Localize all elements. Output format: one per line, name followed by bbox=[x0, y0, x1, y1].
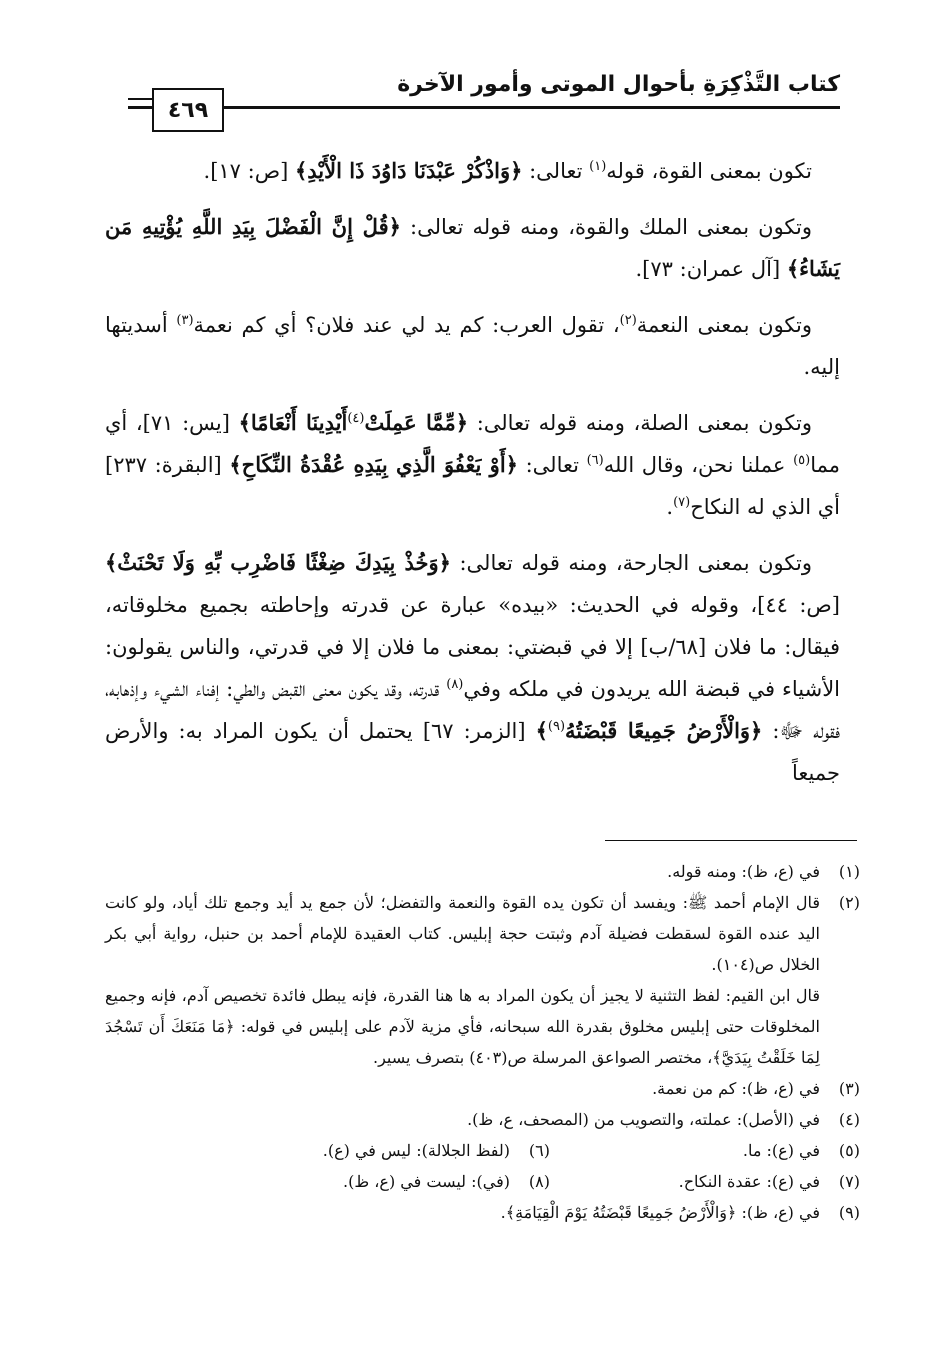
text-run: ، تقول العرب: كم يد لي عند فلان؟ أي كم نعمة bbox=[193, 313, 620, 337]
text-run: [آل عمران: ٧٣]. bbox=[635, 257, 787, 281]
footnote-text: قال ابن القيم: لفظ التثنية لا يجيز أن يكون المراد به ها هنا القدرة، فإنه يبطل فائدة تخصيص آدم، فإنه وجميع المخلوقات حتى إبليس مخلوق بقدرة الله سبحانه، فأي مزية لآدم على إبليس في قوله: ﴿مَا مَنَعَكَ أَن تَسْجُدَ لِمَا خَلَقْتُ بِيَدَيَّ﴾، مختصر الصواعق المرسلة ص(٤٠٣) بتصرف يسير. bbox=[105, 986, 820, 1067]
footnote-item bbox=[240, 1166, 550, 1197]
quran-verse: ﴿وَالْأَرْضُ جَمِيعًا قَبْضَتُهُ bbox=[565, 718, 763, 743]
quran-verse: ﴾ bbox=[535, 718, 548, 743]
footnote-number: (٨) bbox=[528, 1172, 550, 1191]
footnote-item bbox=[550, 1166, 860, 1197]
text-run: [الزمر: ٦٧] يحتمل أن يكون المراد به: والأرض جميعاً bbox=[105, 719, 840, 785]
paragraph-4 bbox=[105, 402, 840, 528]
footnote-ref: (١) bbox=[589, 159, 607, 174]
text-run: تعالى: bbox=[517, 453, 587, 477]
footnote-number: (٧) bbox=[838, 1172, 860, 1191]
footnote-text: في (ع، ظ): كم من نعمة. bbox=[652, 1079, 820, 1098]
footnote-text: (في): ليست في (ع، ظ). bbox=[343, 1172, 510, 1191]
footnote-text: في (الأصل): عملته، والتصويب من (المصحف، ع، ظ). bbox=[467, 1110, 820, 1129]
text-run: [ص: ٤٤]، وقوله في الحديث: «بيده» عبارة عن قدرته وإحاطته بجميع مخلوقاته، فيقال: ما فلان [٦٨/ب] إلا في قبضتي: بمعنى ما فلان إلا في قدرتي، والناس يقولون: الأشياء في قبضة الله يريدون في ملكه وفي bbox=[105, 593, 841, 701]
text-run: تكون بمعنى القوة، قوله bbox=[606, 159, 812, 183]
footnote-text: قال الإمام أحمد ﷺ: ويفسد أن تكون يده القوة والنعمة والتفضل؛ لأن جمع يد أيد وجمع تلك أياد، ولو كانت اليد عنده القوة لسقطت فضيلة آدم وثبتت حجة إبليس. كتاب العقيدة للإمام أحمد بن حنبل، رواية أبي بكر الخلال ص(١٠٤). bbox=[105, 893, 821, 974]
footnotes bbox=[105, 856, 860, 1228]
text-run: عملنا نحن، وقال الله bbox=[603, 453, 794, 477]
footnote-item bbox=[105, 1104, 860, 1135]
footnote-ref: (٣) bbox=[176, 313, 194, 328]
text-run: [يس: ٧١]، أي مما bbox=[105, 411, 840, 477]
footnote-ref: (٢) bbox=[619, 313, 637, 328]
paragraph-5 bbox=[105, 542, 840, 794]
text-run: وتكون بمعنى الجارحة، ومنه قوله تعالى: bbox=[450, 551, 812, 575]
footnote-ref: (٩) bbox=[547, 719, 566, 734]
footnote-item bbox=[240, 1135, 550, 1166]
text-run: . bbox=[666, 495, 674, 519]
footnote-item bbox=[550, 1135, 860, 1166]
quran-verse: ﴿أَوْ يَعْفُوَ الَّذِي بِيَدِهِ عُقْدَةُ النِّكَاحِ﴾ bbox=[229, 452, 518, 477]
footnote-number: (١) bbox=[838, 862, 860, 881]
quran-verse: ﴿وَاذْكُرْ عَبْدَنَا دَاوُدَ ذَا الْأَيْدِ﴾ bbox=[294, 158, 523, 183]
text-run: أسديتها إليه. bbox=[105, 313, 840, 379]
text-run: وتكون بمعنى الملك والقوة، ومنه قوله تعالى: bbox=[400, 215, 813, 239]
footnote-separator bbox=[605, 840, 857, 841]
footnote-text: في (ع): ما. bbox=[742, 1141, 820, 1160]
footnote-item bbox=[105, 887, 860, 1073]
page-number: ٤٦٩ bbox=[152, 88, 224, 132]
text-run: [البقرة: ٢٣٧] أي الذي له النكاح bbox=[105, 453, 840, 519]
text-run: وتكون بمعنى الصلة، ومنه قوله تعالى: bbox=[468, 411, 812, 435]
footnote-item bbox=[105, 1073, 860, 1104]
main-text bbox=[105, 150, 840, 808]
footnote-number: (٩) bbox=[838, 1203, 860, 1222]
quran-verse: ﴿قُلْ إِنَّ الْفَضْلَ بِيَدِ اللَّهِ يُؤْتِيهِ مَن يَشَاءُ﴾ bbox=[105, 214, 840, 281]
paragraph-3 bbox=[105, 304, 840, 388]
footnote-number: (٥) bbox=[838, 1141, 860, 1160]
footnote-text: في (ع، ظ): ﴿وَالْأَرْضُ جَمِيعًا قَبْضَتُهُ يَوْمَ الْقِيَامَةِ﴾. bbox=[500, 1203, 820, 1222]
footnote-text: في (ع، ظ): ومنه قوله. bbox=[667, 862, 820, 881]
quran-verse: أَيْدِينَا أَنْعَامًا﴾ bbox=[238, 410, 348, 435]
footnote-number: (٢) bbox=[838, 893, 860, 912]
paragraph-1 bbox=[105, 150, 840, 192]
footnote-item bbox=[105, 1197, 860, 1228]
quran-verse: ﴿وَخُذْ بِيَدِكَ ضِغْثًا فَاضْرِب بِّهِ وَلَا تَحْنَثْ﴾ bbox=[105, 550, 451, 575]
footnote-ref: (٦) bbox=[586, 453, 604, 468]
footnote-ref: (٥) bbox=[793, 453, 811, 468]
footnote-text: في (ع): عقدة النكاح. bbox=[678, 1172, 820, 1191]
footnote-text-block bbox=[105, 887, 820, 1073]
footnote-number: (٣) bbox=[838, 1079, 860, 1098]
quran-verse: ﴿مِّمَّا عَمِلَتْ bbox=[364, 410, 469, 435]
footnote-ref: (٧) bbox=[673, 495, 691, 510]
footnote-ref: (٨) bbox=[446, 677, 464, 692]
header-rule-short bbox=[128, 98, 154, 100]
footnote-pair bbox=[105, 1135, 860, 1166]
footnote-text: (لفظ الجلالة): ليس في (ع). bbox=[322, 1141, 510, 1160]
text-run: وتكون بمعنى النعمة bbox=[636, 313, 813, 337]
page-header bbox=[128, 70, 840, 123]
text-run: [ص: ١٧]. bbox=[203, 159, 295, 183]
footnote-number: (٦) bbox=[528, 1141, 550, 1160]
text-run: قدرته، وقد يكون معنى القبض والطي: إفناء الشيء وإذهابه، فقوله ﷻ: bbox=[105, 677, 840, 743]
footnote-number: (٤) bbox=[838, 1110, 860, 1129]
footnote-ref: (٤) bbox=[347, 411, 365, 426]
running-title: كتاب التَّذْكِرَةِ بأحوال الموتى وأمور الآخرة bbox=[397, 72, 840, 97]
footnote-pair bbox=[105, 1166, 860, 1197]
footnote-item bbox=[105, 856, 860, 887]
text-run: تعالى: bbox=[522, 159, 590, 183]
paragraph-2 bbox=[105, 206, 840, 290]
header-rule bbox=[128, 106, 840, 109]
